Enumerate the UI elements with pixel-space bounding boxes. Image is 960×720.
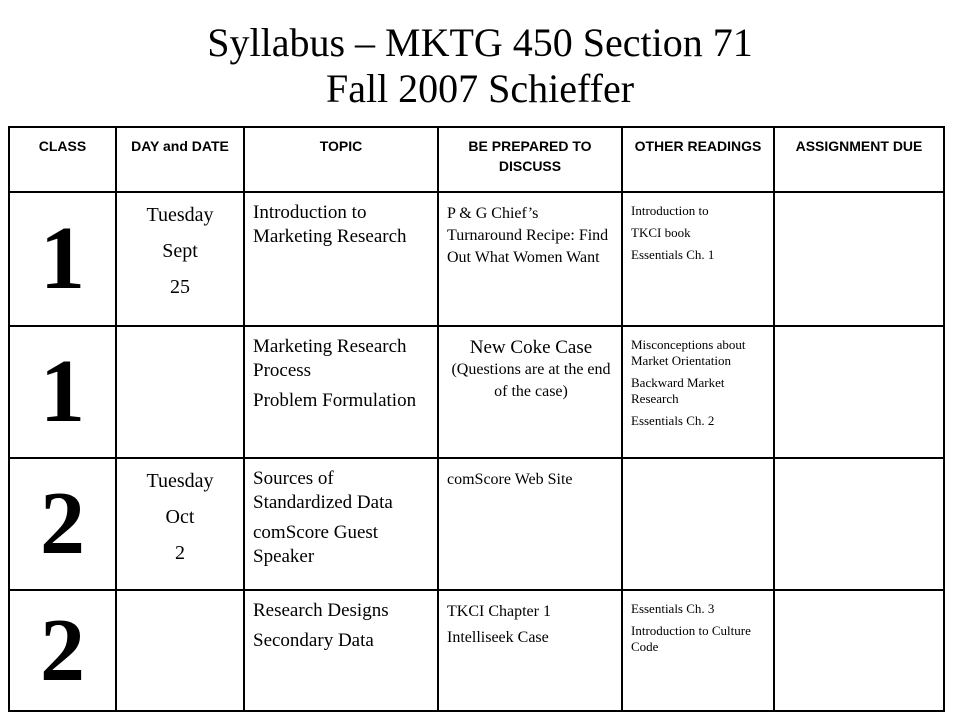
class-number: 2: [9, 590, 116, 711]
topic-text: Research Designs: [253, 600, 389, 622]
prepare-cell: [438, 326, 622, 458]
day-text: Tuesday: [146, 204, 214, 226]
topic-text: Secondary Data: [253, 630, 374, 652]
assignment-cell: [774, 590, 944, 711]
table-row: [9, 326, 944, 458]
header-day-and-date: DAY and DATE: [116, 127, 244, 192]
reading-text: Misconceptions about Market Orientation: [631, 337, 746, 369]
day-date-cell: [116, 458, 244, 590]
assignment-cell: [774, 192, 944, 326]
prepare-text: comScore Web Site: [447, 471, 573, 489]
reading-text: Essentials Ch. 2: [631, 413, 715, 429]
header-assignment-due: ASSIGNMENT DUE: [774, 127, 944, 192]
prepare-note: (Questions are at the end of the case): [451, 361, 611, 401]
date-text: 25: [170, 276, 190, 298]
topic-text: Marketing Research Process: [253, 336, 407, 382]
class-number: 1: [9, 192, 116, 326]
table-header-row: [9, 127, 944, 192]
topic-text: Sources of Standardized Data: [253, 468, 393, 514]
table-row: [9, 458, 944, 590]
title-line-1: Syllabus – MKTG 450 Section 71: [207, 20, 753, 65]
syllabus-table: [8, 126, 945, 712]
reading-text: TKCI book: [631, 225, 691, 240]
topic-text: comScore Guest Speaker: [253, 522, 379, 568]
header-other-readings: OTHER READINGS: [622, 127, 774, 192]
topic-cell: [244, 458, 438, 590]
prepare-text: P & G Chief’s Turnaround Recipe: Find Out What Women Want: [447, 205, 609, 266]
day-date-cell: [116, 590, 244, 711]
reading-text: Essentials Ch. 1: [631, 247, 715, 262]
day-text: Tuesday: [146, 470, 214, 493]
reading-text: Introduction to: [631, 203, 709, 218]
header-class: CLASS: [9, 127, 116, 192]
reading-text: Backward Market Research: [631, 375, 725, 407]
title-line-2: Fall 2007 Schieffer: [325, 66, 635, 111]
topic-text: Introduction to Marketing Research: [253, 202, 407, 247]
reading-text: Essentials Ch. 3: [631, 601, 715, 617]
day-date-cell: [116, 326, 244, 458]
class-number: 2: [9, 458, 116, 590]
page-title: [0, 20, 960, 112]
date-text: 2: [175, 542, 185, 565]
header-topic: TOPIC: [244, 127, 438, 192]
month-text: Sept: [162, 240, 198, 262]
prepare-text: New Coke Case: [469, 337, 593, 359]
prepare-cell: [438, 590, 622, 711]
month-text: Oct: [165, 506, 195, 529]
class-number: 1: [9, 326, 116, 458]
prepare-text: Intelliseek Case: [447, 629, 549, 647]
topic-cell: [244, 192, 438, 326]
topic-cell: [244, 590, 438, 711]
table-row: [9, 192, 944, 326]
header-be-prepared: BE PREPARED TO DISCUSS: [438, 127, 622, 192]
topic-cell: [244, 326, 438, 458]
table-row: [9, 590, 944, 711]
day-date-cell: [116, 192, 244, 326]
other-readings-cell: [622, 192, 774, 326]
assignment-cell: [774, 326, 944, 458]
other-readings-cell: [622, 590, 774, 711]
other-readings-cell: [622, 458, 774, 590]
assignment-cell: [774, 458, 944, 590]
prepare-cell: [438, 458, 622, 590]
reading-text: Introduction to Culture Code: [631, 623, 751, 655]
prepare-cell: [438, 192, 622, 326]
other-readings-cell: [622, 326, 774, 458]
prepare-text: TKCI Chapter 1: [447, 603, 551, 621]
topic-text: Problem Formulation: [253, 390, 417, 412]
